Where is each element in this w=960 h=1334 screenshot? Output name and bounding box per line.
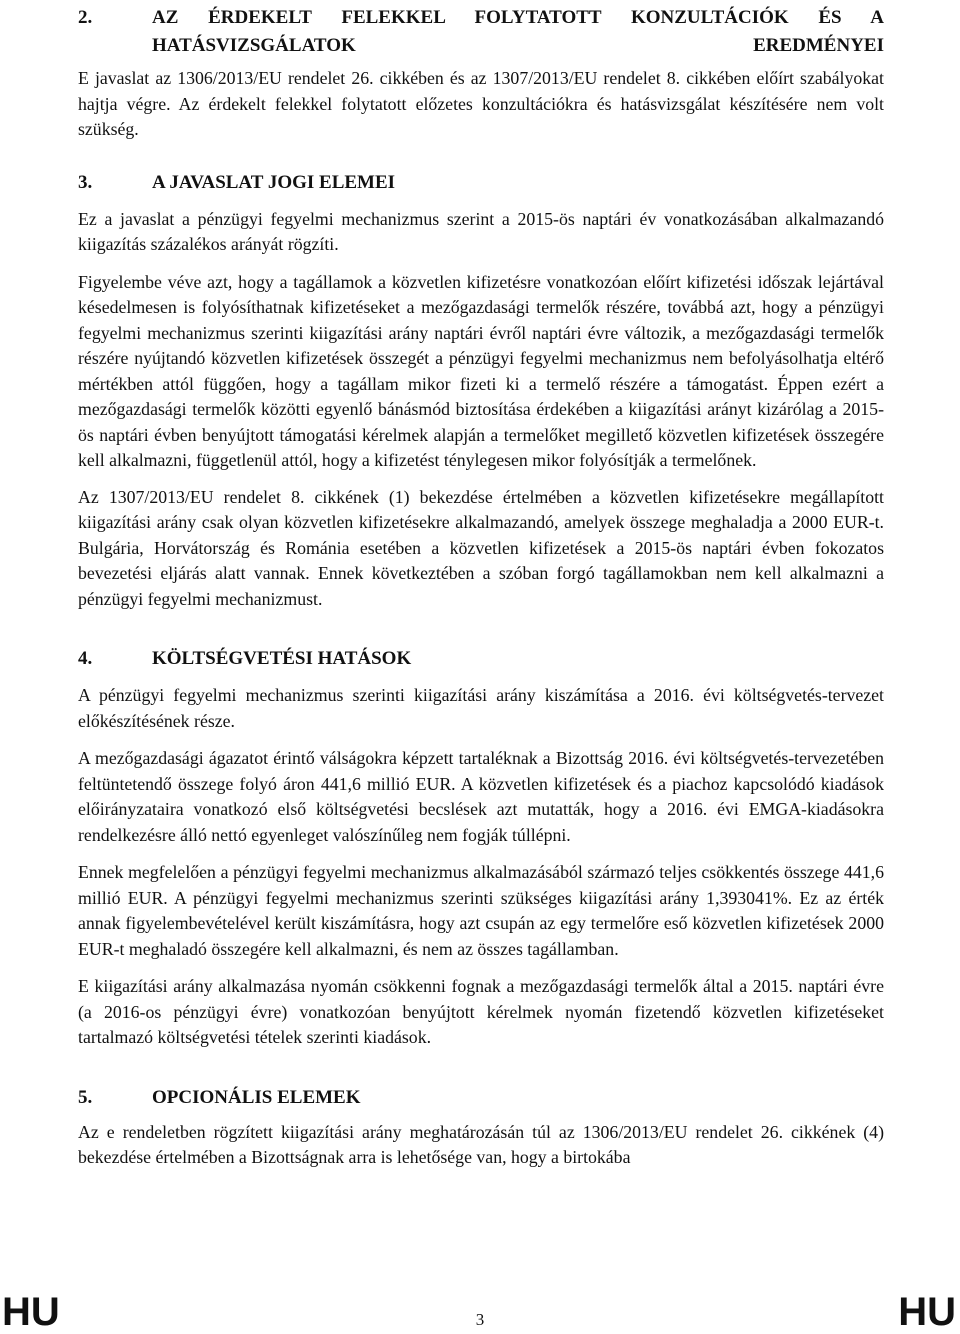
section-3-paragraph-3: Az 1307/2013/EU rendelet 8. cikkének (1) bekezdése értelmében a közvetlen kifizetésekre megállapított kiigazítási arány csak olyan közvetlen kifizetésekre alkalmazandó, amelyek összege meghaladja a 2000 EUR-t. Bulgária, Horvátország és Románia esetében a közvetlen kifizetések a 2015-ös naptári évben fokozatos bevezetési eljárás alatt vannak. Ennek következtében a szóban forgó tagállamokban nem kell alkalmazni a pénzügyi fegyelmi mechanizmust. <box>78 486 884 609</box>
section-4-title: KÖLTSÉGVETÉSI HATÁSOK <box>152 648 412 669</box>
section-3-title: A JAVASLAT JOGI ELEMEI <box>152 171 396 193</box>
section-5-title: OPCIONÁLIS ELEMEK <box>152 1086 361 1108</box>
section-4-heading <box>78 645 884 673</box>
section-4-paragraph-1: A pénzügyi fegyelmi mechanizmus szerinti kiigazítási arány kiszámítása a 2016. évi költségvetés-tervezet előkészítésének része. <box>78 685 884 731</box>
language-code-right: HU <box>898 1290 956 1334</box>
section-4-paragraph-2: A mezőgazdasági ágazatot érintő válságokra képzett tartaléknak a Bizottság 2016. évi költségvetés-tervezetében feltüntetendő összege folyó áron 441,6 millió EUR. A közvetlen kifizetések és a piachoz kapcsolódó kiadások előirányzataira vonatkozó első költségvetési becslések azt mutatták, hogy a 2016. évi EMGA-kiadásokra rendelkezésre álló nettó egyenleget valószínűleg nem fogják túllépni. <box>78 748 884 845</box>
section-3-heading <box>78 169 884 197</box>
page-footer <box>0 1290 960 1334</box>
section-3-paragraph-1: Ez a javaslat a pénzügyi fegyelmi mechanizmus szerint a 2015-ös naptári év vonatkozásában alkalmazandó kiigazítás százalékos arányát rögzíti. <box>78 208 884 254</box>
section-5-number: 5. <box>78 1086 93 1108</box>
section-2-number: 2. <box>78 7 93 28</box>
section-2-paragraph-1: E javaslat az 1306/2013/EU rendelet 26. cikkében és az 1307/2013/EU rendelet 8. cikkében előírt szabályokat hajtja végre. Az érdekelt felekkel folytatott előzetes konzultációkra és hatásvizsgálat készítésére nem volt szükség. <box>78 68 884 139</box>
section-3-paragraph-2: Figyelembe véve azt, hogy a tagállamok a közvetlen kifizetésre vonatkozóan előírt kifizetési időszak lejártával késedelmesen is folyósíthatnak kifizetéseket a mezőgazdasági termelők részére, továbbá azt, hogy a pénzügyi fegyelmi mechanizmus szerinti kiigazítási arány naptári évről naptári évre változik, a mezőgazdasági termelők részére nyújtandó közvetlen kifizetések összegét a pénzügyi fegyelmi mechanizmus nem befolyásolhatja eltérő mértékben attól függően, hogy a tagállam mikor fizeti ki a termelő részére a támogatást. Éppen ezért a mezőgazdasági termelők közötti egyenlő bánásmód biztosítása érdekében a kiigazítási arányt kizárólag a 2015-ös naptári évben benyújtott támogatási kérelmek alapján a termelőket megillető közvetlen kifizetések összegére kell alkalmazni, függetlenül attól, hogy a kifizetést ténylegesen mikor folyósítják a termelőnek. <box>78 271 884 470</box>
document-body <box>78 4 884 1171</box>
page-number: 3 <box>475 1310 485 1329</box>
section-4-number: 4. <box>78 648 93 669</box>
section-3-number: 3. <box>78 171 93 193</box>
section-4-paragraph-3: Ennek megfelelően a pénzügyi fegyelmi mechanizmus alkalmazásából származó teljes csökkentés összege 441,6 millió EUR. A pénzügyi fegyelmi mechanizmus szerinti szükséges kiigazítási arány 1,393041%. Ez az érték annak figyelembevételével került kiszámításra, hogy azt csupán az egy termelőre eső közvetlen kifizetések 2000 EUR-t meghaladó összegére kell alkalmazni, és nem az összes tagállamban. <box>78 862 884 959</box>
section-2-heading <box>78 4 884 60</box>
section-4-paragraph-4: E kiigazítási arány alkalmazása nyomán csökkenni fognak a mezőgazdasági termelők által a 2015. naptári évre (a 2016-os pénzügyi évre) vonatkozóan benyújtott kérelmek nyomán fizetendő közvetlen kifizetéseket tartalmazó költségvetési tételek szerinti kiadások. <box>78 976 884 1047</box>
section-2-title: AZ ÉRDEKELT FELEKKEL FOLYTATOTT KONZULTÁCIÓK ÉS A HATÁSVIZSGÁLATOK EREDMÉNYEI <box>152 7 884 56</box>
language-code-left: HU <box>2 1290 60 1334</box>
section-5-heading <box>78 1084 884 1112</box>
section-5-paragraph-1: Az e rendeletben rögzített kiigazítási arány meghatározásán túl az 1306/2013/EU rendelet 26. cikkének (4) bekezdése értelmében a Bizottságnak arra is lehetősége van, hogy a birtokába <box>78 1121 884 1167</box>
